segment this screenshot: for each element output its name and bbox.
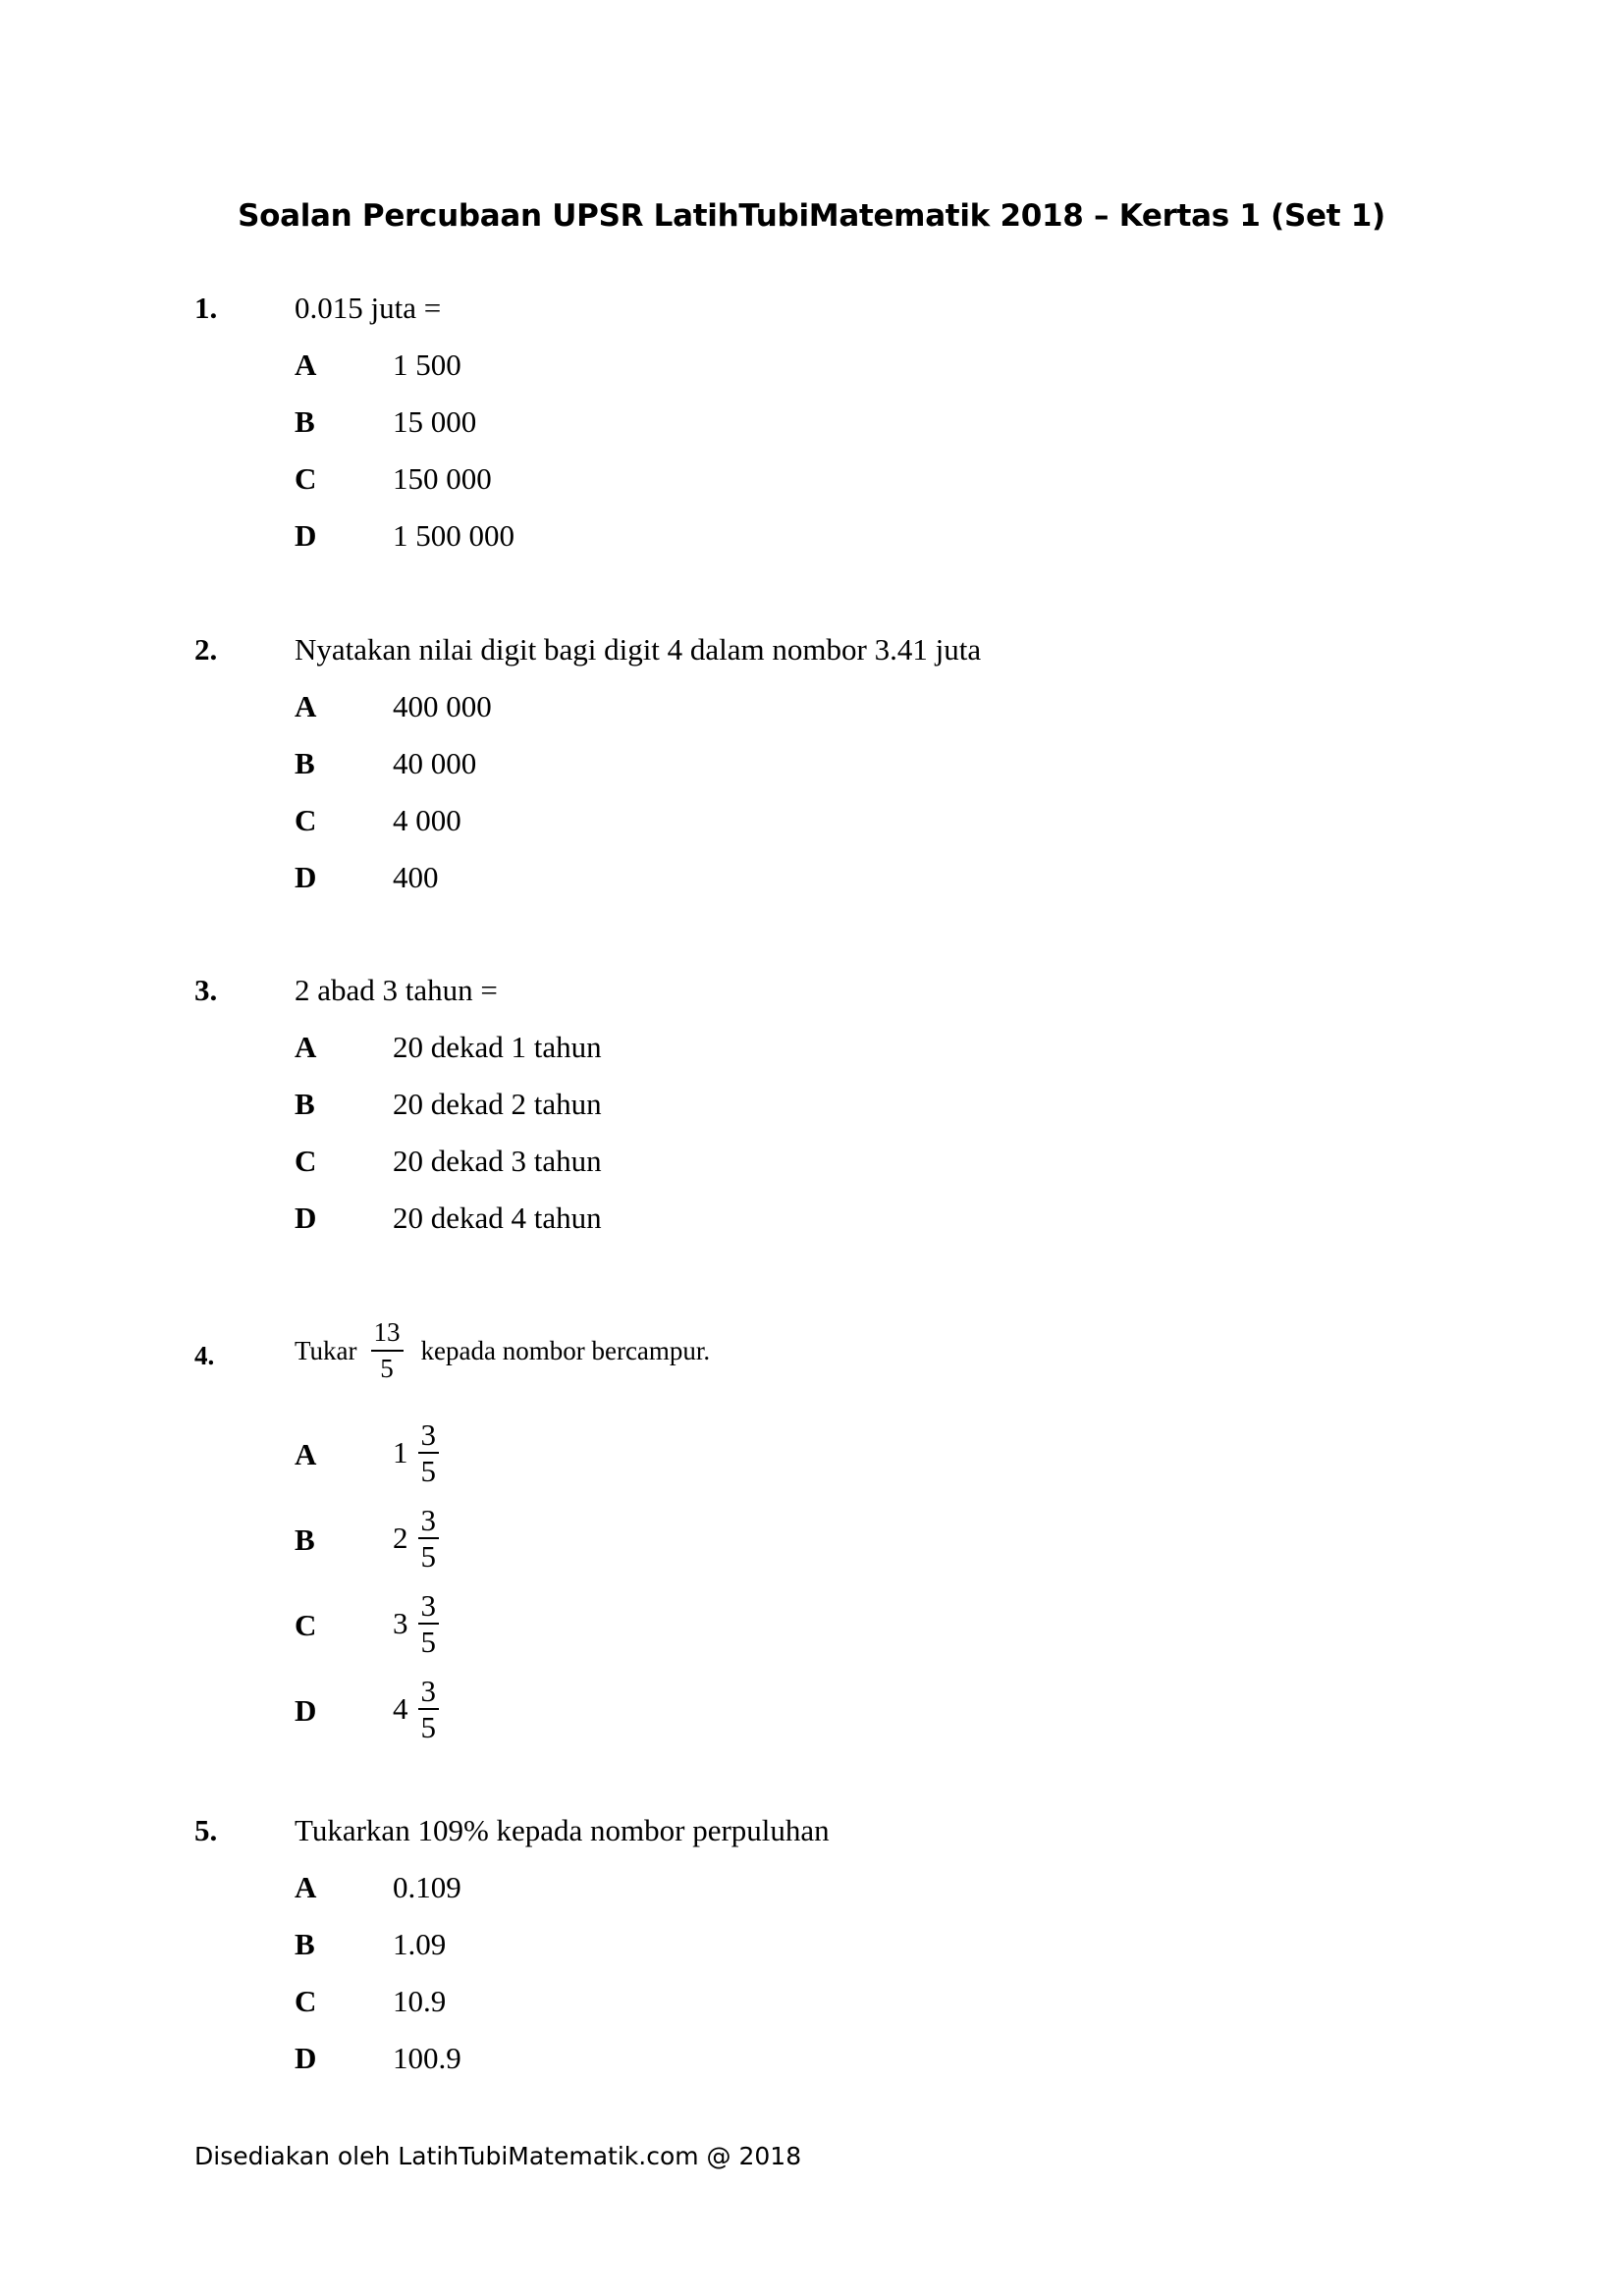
option-label: B bbox=[295, 1927, 315, 1961]
fraction-numerator: 3 bbox=[418, 1590, 440, 1625]
mixed-whole: 4 bbox=[393, 1691, 408, 1726]
option-value: 20 dekad 2 tahun bbox=[393, 1087, 602, 1121]
option-label: B bbox=[295, 746, 315, 780]
mixed-fraction bbox=[418, 1505, 440, 1572]
mixed-fraction bbox=[418, 1590, 440, 1657]
option-value: 20 dekad 3 tahun bbox=[393, 1144, 602, 1178]
option-label: D bbox=[295, 1693, 317, 1728]
mixed-fraction bbox=[418, 1419, 440, 1486]
question-text bbox=[295, 1311, 710, 1390]
question-number: 2. bbox=[194, 632, 218, 667]
option-4b bbox=[0, 1499, 1623, 1577]
option-value: 1 500 bbox=[393, 347, 461, 382]
option-value bbox=[393, 1414, 439, 1492]
mixed-fraction bbox=[418, 1676, 440, 1742]
option-value: 150 000 bbox=[393, 461, 492, 496]
option-label: D bbox=[295, 518, 317, 553]
fraction-denominator: 5 bbox=[420, 1625, 436, 1659]
page-footer: Disediakan oleh LatihTubiMatematik.com @ 2018 bbox=[194, 2142, 802, 2170]
option-label: A bbox=[295, 1870, 317, 1904]
option-label: A bbox=[295, 1437, 317, 1471]
fraction-numerator: 3 bbox=[418, 1505, 440, 1539]
question-text-before: Tukar bbox=[295, 1335, 357, 1365]
option-value: 1 500 000 bbox=[393, 518, 514, 553]
fraction-denominator: 5 bbox=[380, 1354, 394, 1383]
option-label: A bbox=[295, 689, 317, 723]
question-text-after: kepada nombor bercampur. bbox=[420, 1335, 711, 1365]
page-title: Soalan Percubaan UPSR LatihTubiMatematik 2018 – Kertas 1 (Set 1) bbox=[238, 198, 1385, 234]
fraction-numerator: 3 bbox=[418, 1676, 440, 1710]
option-value: 1.09 bbox=[393, 1927, 447, 1961]
option-value: 4 000 bbox=[393, 803, 461, 837]
option-value bbox=[393, 1499, 439, 1577]
fraction bbox=[371, 1319, 404, 1382]
option-label: B bbox=[295, 1522, 315, 1557]
option-label: B bbox=[295, 404, 315, 439]
option-label: A bbox=[295, 1030, 317, 1064]
option-label: C bbox=[295, 461, 317, 496]
question-text: Tukarkan 109% kepada nombor perpuluhan bbox=[295, 1813, 830, 1847]
option-value: 100.9 bbox=[393, 2041, 461, 2075]
fraction-denominator: 5 bbox=[420, 1539, 436, 1574]
option-value: 400 000 bbox=[393, 689, 492, 723]
question-4 bbox=[0, 1311, 1623, 1390]
option-label: C bbox=[295, 803, 317, 837]
option-label: B bbox=[295, 1087, 315, 1121]
option-value: 400 bbox=[393, 860, 439, 894]
option-4c bbox=[0, 1584, 1623, 1663]
option-label: D bbox=[295, 2041, 317, 2075]
option-label: A bbox=[295, 347, 317, 382]
fraction-denominator: 5 bbox=[420, 1454, 436, 1488]
question-number: 5. bbox=[194, 1813, 218, 1847]
option-label: C bbox=[295, 1144, 317, 1178]
option-value: 20 dekad 4 tahun bbox=[393, 1201, 602, 1235]
mixed-whole: 3 bbox=[393, 1606, 408, 1640]
option-4a bbox=[0, 1414, 1623, 1492]
option-label: D bbox=[295, 860, 317, 894]
option-4d bbox=[0, 1670, 1623, 1748]
option-value: 0.109 bbox=[393, 1870, 461, 1904]
option-value: 15 000 bbox=[393, 404, 477, 439]
option-value bbox=[393, 1670, 439, 1748]
option-label: C bbox=[295, 1608, 317, 1642]
mixed-whole: 2 bbox=[393, 1521, 408, 1555]
option-value: 10.9 bbox=[393, 1984, 447, 2018]
fraction-numerator: 3 bbox=[418, 1419, 440, 1454]
option-label: D bbox=[295, 1201, 317, 1235]
question-number: 1. bbox=[194, 291, 218, 325]
option-value: 20 dekad 1 tahun bbox=[393, 1030, 602, 1064]
fraction-numerator: 13 bbox=[371, 1319, 404, 1352]
option-label: C bbox=[295, 1984, 317, 2018]
question-text: Nyatakan nilai digit bagi digit 4 dalam nombor 3.41 juta bbox=[295, 632, 982, 667]
question-number: 4. bbox=[194, 1341, 215, 1370]
question-number: 3. bbox=[194, 973, 218, 1007]
fraction-denominator: 5 bbox=[420, 1710, 436, 1744]
mixed-whole: 1 bbox=[393, 1435, 408, 1469]
question-text: 0.015 juta = bbox=[295, 291, 442, 325]
option-value bbox=[393, 1584, 439, 1663]
question-text: 2 abad 3 tahun = bbox=[295, 973, 498, 1007]
option-value: 40 000 bbox=[393, 746, 477, 780]
